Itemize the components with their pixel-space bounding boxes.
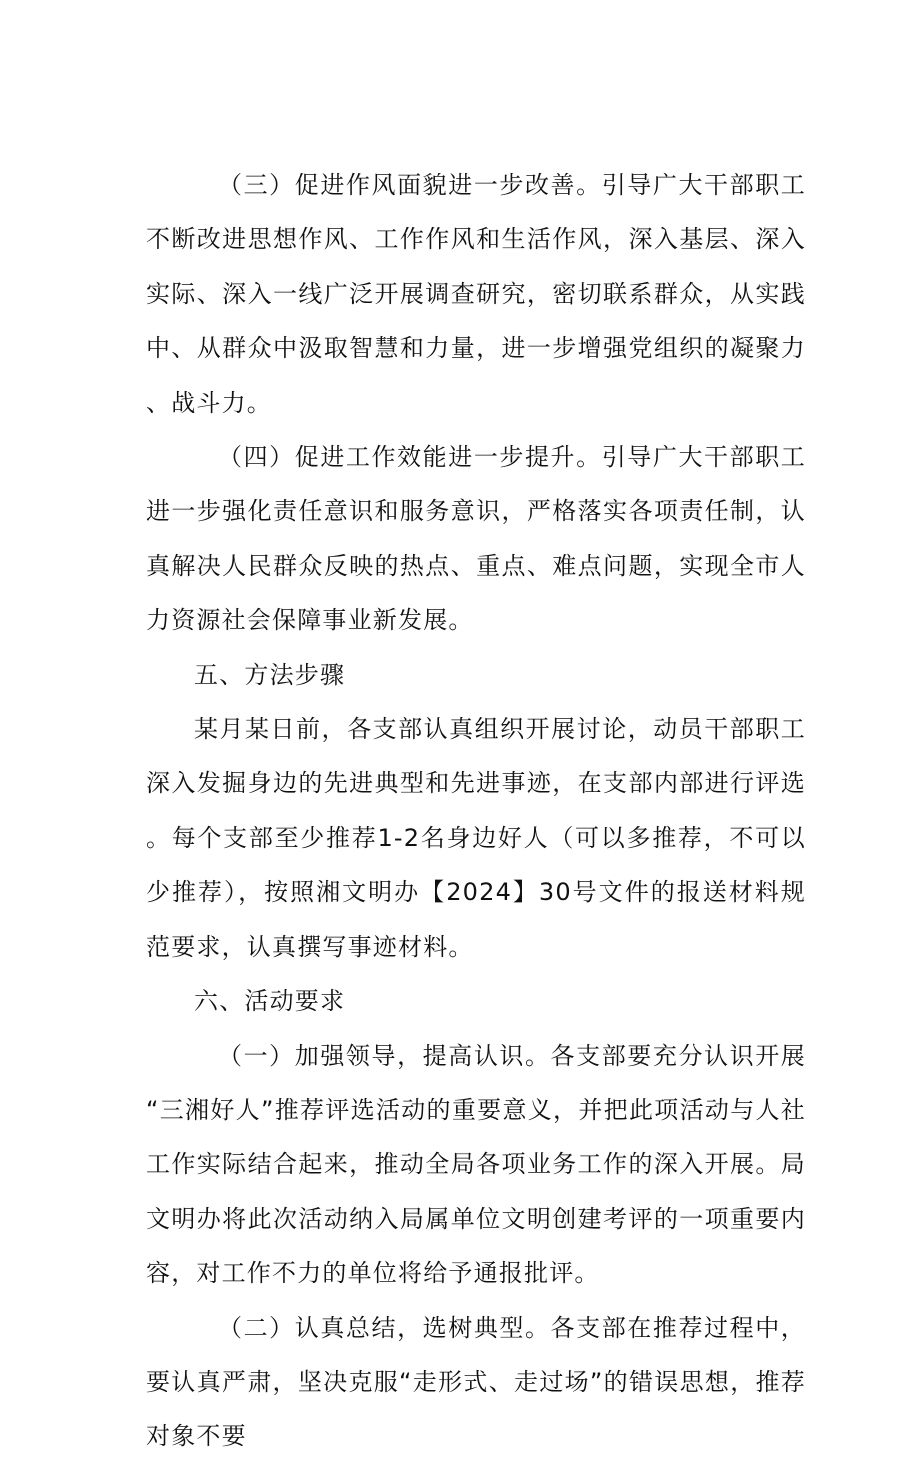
paragraph-requirement-1: （一）加强领导，提高认识。各支部要充分认识开展“三湘好人”推荐评选活动的重要意义，并把此项活动与人社工作实际结合起来，推动全局各项业务工作的深入开展。局文明办将此次活动纳入局属单位文明创建考评的一项重要内容，对工作不力的单位将给予通报批评。 xyxy=(146,1041,806,1288)
paragraph-item-3: （三）促进作风面貌进一步改善。引导广大干部职工不断改进思想作风、工作作风和生活作风，深入基层、深入实际、深入一线广泛开展调查研究，密切联系群众，从实践中、从群众中汲取智慧和力量，进一步增强党组织的凝聚力、战斗力。 xyxy=(146,171,806,417)
section-heading-methods: 五、方法步骤 xyxy=(194,660,346,689)
paragraph-item-4: （四）促进工作效能进一步提升。引导广大干部职工进一步强化责任意识和服务意识，严格落实各项责任制，认真解决人民群众反映的热点、重点、难点问题，实现全市人力资源社会保障事业新发展。 xyxy=(146,443,806,635)
document-body xyxy=(146,158,806,1464)
paragraph-requirement-2: （二）认真总结，选树典型。各支部在推荐过程中，要认真严肃，坚决克服“走形式、走过场”的错误思想，推荐对象不要 xyxy=(146,1313,806,1451)
section-heading-requirements: 六、活动要求 xyxy=(194,987,346,1016)
paragraph-methods-body: 某月某日前，各支部认真组织开展讨论，动员干部职工深入发掘身边的先进典型和先进事迹，在支部内部进行评选。每个支部至少推荐1-2名身边好人（可以多推荐，不可以少推荐），按照湘文明办【2024】30号文件的报送材料规范要求，认真撰写事迹材料。 xyxy=(146,715,806,961)
